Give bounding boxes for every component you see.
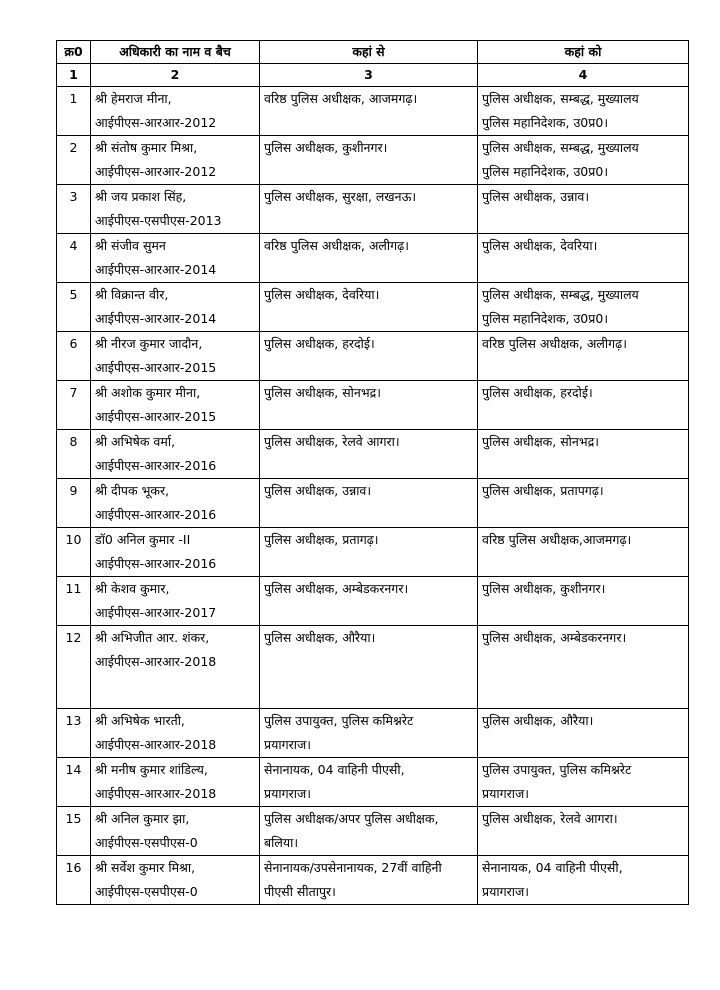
from-line-1: पुलिस उपायुक्त, पुलिस कमिश्नरेट	[264, 713, 414, 728]
officer-name: श्री विक्रान्त वीर,	[95, 287, 169, 302]
from-cell	[260, 577, 478, 626]
officer-cell	[91, 185, 260, 234]
officer-batch: आईपीएस-आरआर-2014	[95, 262, 217, 277]
from-cell	[260, 807, 478, 856]
from-cell	[260, 136, 478, 185]
officer-cell	[91, 234, 260, 283]
officer-batch: आईपीएस-आरआर-2018	[95, 737, 217, 752]
from-line-2: प्रयागराज।	[264, 786, 312, 801]
officer-cell	[91, 381, 260, 430]
serial-number-text: 10	[65, 532, 82, 547]
from-cell	[260, 430, 478, 479]
table-row	[57, 332, 689, 381]
from-cell	[260, 626, 478, 709]
from-cell	[260, 758, 478, 807]
officer-name: श्री संजीव सुमन	[95, 238, 166, 253]
from-line-1: पुलिस अधीक्षक, अम्बेडकरनगर।	[264, 581, 409, 596]
officer-batch: आईपीएस-आरआर-2016	[95, 556, 217, 571]
officer-batch: आईपीएस-एसपीएस-0	[95, 884, 198, 899]
from-line-2: बलिया।	[264, 835, 299, 850]
table-row	[57, 709, 689, 758]
from-cell	[260, 381, 478, 430]
serial-number-text: 1	[69, 91, 78, 106]
officer-cell	[91, 479, 260, 528]
header-serial: क्र0	[57, 41, 91, 64]
serial-number-text: 5	[69, 287, 78, 302]
officer-name: श्री जय प्रकाश सिंह,	[95, 189, 187, 204]
officer-cell	[91, 430, 260, 479]
officer-name: श्री अभिषेक भारती,	[95, 713, 185, 728]
to-line-1: पुलिस अधीक्षक, देवरिया।	[482, 238, 598, 253]
to-cell	[478, 234, 689, 283]
table-row	[57, 528, 689, 577]
officer-batch: आईपीएस-आरआर-2018	[95, 786, 217, 801]
to-line-1: सेनानायक, 04 वाहिनी पीएसी,	[482, 860, 623, 875]
table-row	[57, 381, 689, 430]
serial-number	[57, 381, 91, 430]
header-to: कहां को	[478, 41, 689, 64]
from-line-1: पुलिस अधीक्षक, सुरक्षा, लखनऊ।	[264, 189, 417, 204]
from-cell	[260, 709, 478, 758]
from-line-1: पुलिस अधीक्षक, कुशीनगर।	[264, 140, 388, 155]
to-cell	[478, 87, 689, 136]
serial-number-text: 6	[69, 336, 78, 351]
to-cell	[478, 430, 689, 479]
to-line-1: पुलिस अधीक्षक, सोनभद्र।	[482, 434, 600, 449]
to-cell	[478, 332, 689, 381]
from-line-1: पुलिस अधीक्षक, उन्नाव।	[264, 483, 372, 498]
officer-batch: आईपीएस-आरआर-2014	[95, 311, 217, 326]
officer-batch: आईपीएस-आरआर-2012	[95, 115, 217, 130]
from-line-1: पुलिस अधीक्षक, औरैया।	[264, 630, 376, 645]
to-line-2: प्रयागराज।	[482, 786, 530, 801]
officer-cell	[91, 283, 260, 332]
from-cell	[260, 283, 478, 332]
table-row	[57, 185, 689, 234]
from-line-1: पुलिस अधीक्षक, हरदोई।	[264, 336, 375, 351]
from-line-1: सेनानायक, 04 वाहिनी पीएसी,	[264, 762, 405, 777]
serial-number	[57, 430, 91, 479]
serial-number	[57, 758, 91, 807]
to-cell	[478, 709, 689, 758]
serial-number-text: 8	[69, 434, 78, 449]
from-cell	[260, 479, 478, 528]
officer-cell	[91, 807, 260, 856]
serial-number	[57, 234, 91, 283]
table-row	[57, 283, 689, 332]
officer-batch: आईपीएस-एसपीएस-0	[95, 835, 198, 850]
from-cell	[260, 528, 478, 577]
serial-number	[57, 479, 91, 528]
serial-number	[57, 626, 91, 709]
to-line-2: पुलिस महानिदेशक, उ0प्र0।	[482, 311, 609, 326]
to-cell	[478, 136, 689, 185]
from-line-1: पुलिस अधीक्षक, सोनभद्र।	[264, 385, 382, 400]
to-cell	[478, 577, 689, 626]
transfer-table	[56, 40, 689, 905]
officer-cell	[91, 332, 260, 381]
to-line-1: पुलिस अधीक्षक, सम्बद्ध, मुख्यालय	[482, 140, 639, 155]
table-row	[57, 856, 689, 905]
header-from: कहां से	[260, 41, 478, 64]
to-cell	[478, 185, 689, 234]
to-line-1: पुलिस अधीक्षक, हरदोई।	[482, 385, 593, 400]
officer-batch: आईपीएस-एसपीएस-2013	[95, 213, 222, 228]
from-cell	[260, 332, 478, 381]
officer-batch: आईपीएस-आरआर-2018	[95, 654, 217, 669]
officer-name: श्री अशोक कुमार मीना,	[95, 385, 201, 400]
to-line-1: पुलिस उपायुक्त, पुलिस कमिश्नरेट	[482, 762, 632, 777]
officer-batch: आईपीएस-आरआर-2016	[95, 458, 217, 473]
from-cell	[260, 87, 478, 136]
serial-number-text: 4	[69, 238, 78, 253]
table-row	[57, 758, 689, 807]
officer-name: श्री अनिल कुमार झा,	[95, 811, 190, 826]
officer-name: श्री केशव कुमार,	[95, 581, 170, 596]
table-row	[57, 430, 689, 479]
officer-name: श्री संतोष कुमार मिश्रा,	[95, 140, 198, 155]
to-line-2: पुलिस महानिदेशक, उ0प्र0।	[482, 115, 609, 130]
serial-number	[57, 136, 91, 185]
column-number: 2	[91, 64, 260, 87]
from-cell	[260, 856, 478, 905]
to-line-1: पुलिस अधीक्षक, कुशीनगर।	[482, 581, 606, 596]
from-line-1: पुलिस अधीक्षक, रेलवे आगरा।	[264, 434, 400, 449]
from-cell	[260, 185, 478, 234]
officer-cell	[91, 709, 260, 758]
table-row	[57, 234, 689, 283]
to-cell	[478, 479, 689, 528]
from-line-1: पुलिस अधीक्षक, देवरिया।	[264, 287, 380, 302]
serial-number	[57, 332, 91, 381]
officer-cell	[91, 136, 260, 185]
serial-number	[57, 528, 91, 577]
to-line-1: पुलिस अधीक्षक, प्रतापगढ़।	[482, 483, 604, 498]
from-line-2: प्रयागराज।	[264, 737, 312, 752]
serial-number	[57, 856, 91, 905]
serial-number-text: 7	[69, 385, 78, 400]
to-line-1: पुलिस अधीक्षक, अम्बेडकरनगर।	[482, 630, 627, 645]
serial-number-text: 12	[65, 630, 82, 645]
column-number: 3	[260, 64, 478, 87]
officer-batch: आईपीएस-आरआर-2015	[95, 409, 217, 424]
to-line-1: पुलिस अधीक्षक, उन्नाव।	[482, 189, 590, 204]
column-number: 1	[57, 64, 91, 87]
header-row	[57, 41, 689, 64]
officer-name: श्री अभिषेक वर्मा,	[95, 434, 176, 449]
officer-name: श्री नीरज कुमार जादौन,	[95, 336, 203, 351]
officer-cell	[91, 856, 260, 905]
to-cell	[478, 758, 689, 807]
serial-number-text: 14	[65, 762, 82, 777]
from-line-1: पुलिस अधीक्षक/अपर पुलिस अधीक्षक,	[264, 811, 439, 826]
table-row	[57, 577, 689, 626]
table-row	[57, 479, 689, 528]
officer-cell	[91, 577, 260, 626]
serial-number-text: 11	[65, 581, 82, 596]
to-cell	[478, 528, 689, 577]
officer-batch: आईपीएस-आरआर-2017	[95, 605, 217, 620]
column-number: 4	[478, 64, 689, 87]
officer-name: श्री हेमराज मीना,	[95, 91, 172, 106]
officer-cell	[91, 87, 260, 136]
to-line-1: पुलिस अधीक्षक, सम्बद्ध, मुख्यालय	[482, 287, 639, 302]
officer-name: डॉ0 अनिल कुमार -II	[95, 532, 191, 547]
serial-number	[57, 577, 91, 626]
to-cell	[478, 381, 689, 430]
serial-number	[57, 709, 91, 758]
officer-cell	[91, 528, 260, 577]
to-cell	[478, 807, 689, 856]
to-cell	[478, 856, 689, 905]
officer-batch: आईपीएस-आरआर-2012	[95, 164, 217, 179]
table-row	[57, 136, 689, 185]
serial-number	[57, 87, 91, 136]
from-line-1: पुलिस अधीक्षक, प्रतागढ़।	[264, 532, 379, 547]
officer-name: श्री अभिजीत आर. शंकर,	[95, 630, 210, 645]
to-line-2: पुलिस महानिदेशक, उ0प्र0।	[482, 164, 609, 179]
table-row	[57, 87, 689, 136]
serial-number-text: 2	[69, 140, 78, 155]
to-cell	[478, 283, 689, 332]
from-line-1: वरिष्ठ पुलिस अधीक्षक, अलीगढ़।	[264, 238, 409, 253]
officer-name: श्री दीपक भूकर,	[95, 483, 170, 498]
serial-number-text: 16	[65, 860, 82, 875]
from-line-1: वरिष्ठ पुलिस अधीक्षक, आजमगढ़।	[264, 91, 418, 106]
serial-number	[57, 807, 91, 856]
from-line-1: सेनानायक/उपसेनानायक, 27वीं वाहिनी	[264, 860, 442, 875]
serial-number-text: 9	[69, 483, 78, 498]
serial-number-text: 13	[65, 713, 82, 728]
header-officer-name: अधिकारी का नाम व बैच	[91, 41, 260, 64]
officer-batch: आईपीएस-आरआर-2015	[95, 360, 217, 375]
to-cell	[478, 626, 689, 709]
officer-name: श्री मनीष कुमार शांडिल्य,	[95, 762, 208, 777]
to-line-1: पुलिस अधीक्षक, औरैया।	[482, 713, 594, 728]
to-line-1: वरिष्ठ पुलिस अधीक्षक, अलीगढ़।	[482, 336, 627, 351]
to-line-1: पुलिस अधीक्षक, सम्बद्ध, मुख्यालय	[482, 91, 639, 106]
to-line-1: वरिष्ठ पुलिस अधीक्षक,आजमगढ़।	[482, 532, 632, 547]
to-line-1: पुलिस अधीक्षक, रेलवे आगरा।	[482, 811, 618, 826]
officer-name: श्री सर्वेश कुमार मिश्रा,	[95, 860, 196, 875]
serial-number	[57, 283, 91, 332]
officer-cell	[91, 758, 260, 807]
officer-batch: आईपीएस-आरआर-2016	[95, 507, 217, 522]
officer-cell	[91, 626, 260, 709]
table-row	[57, 626, 689, 709]
serial-number-text: 3	[69, 189, 78, 204]
to-line-2: प्रयागराज।	[482, 884, 530, 899]
from-cell	[260, 234, 478, 283]
serial-number	[57, 185, 91, 234]
serial-number-text: 15	[65, 811, 82, 826]
from-line-2: पीएसी सीतापुर।	[264, 884, 336, 899]
table-row	[57, 807, 689, 856]
column-number-row	[57, 64, 689, 87]
